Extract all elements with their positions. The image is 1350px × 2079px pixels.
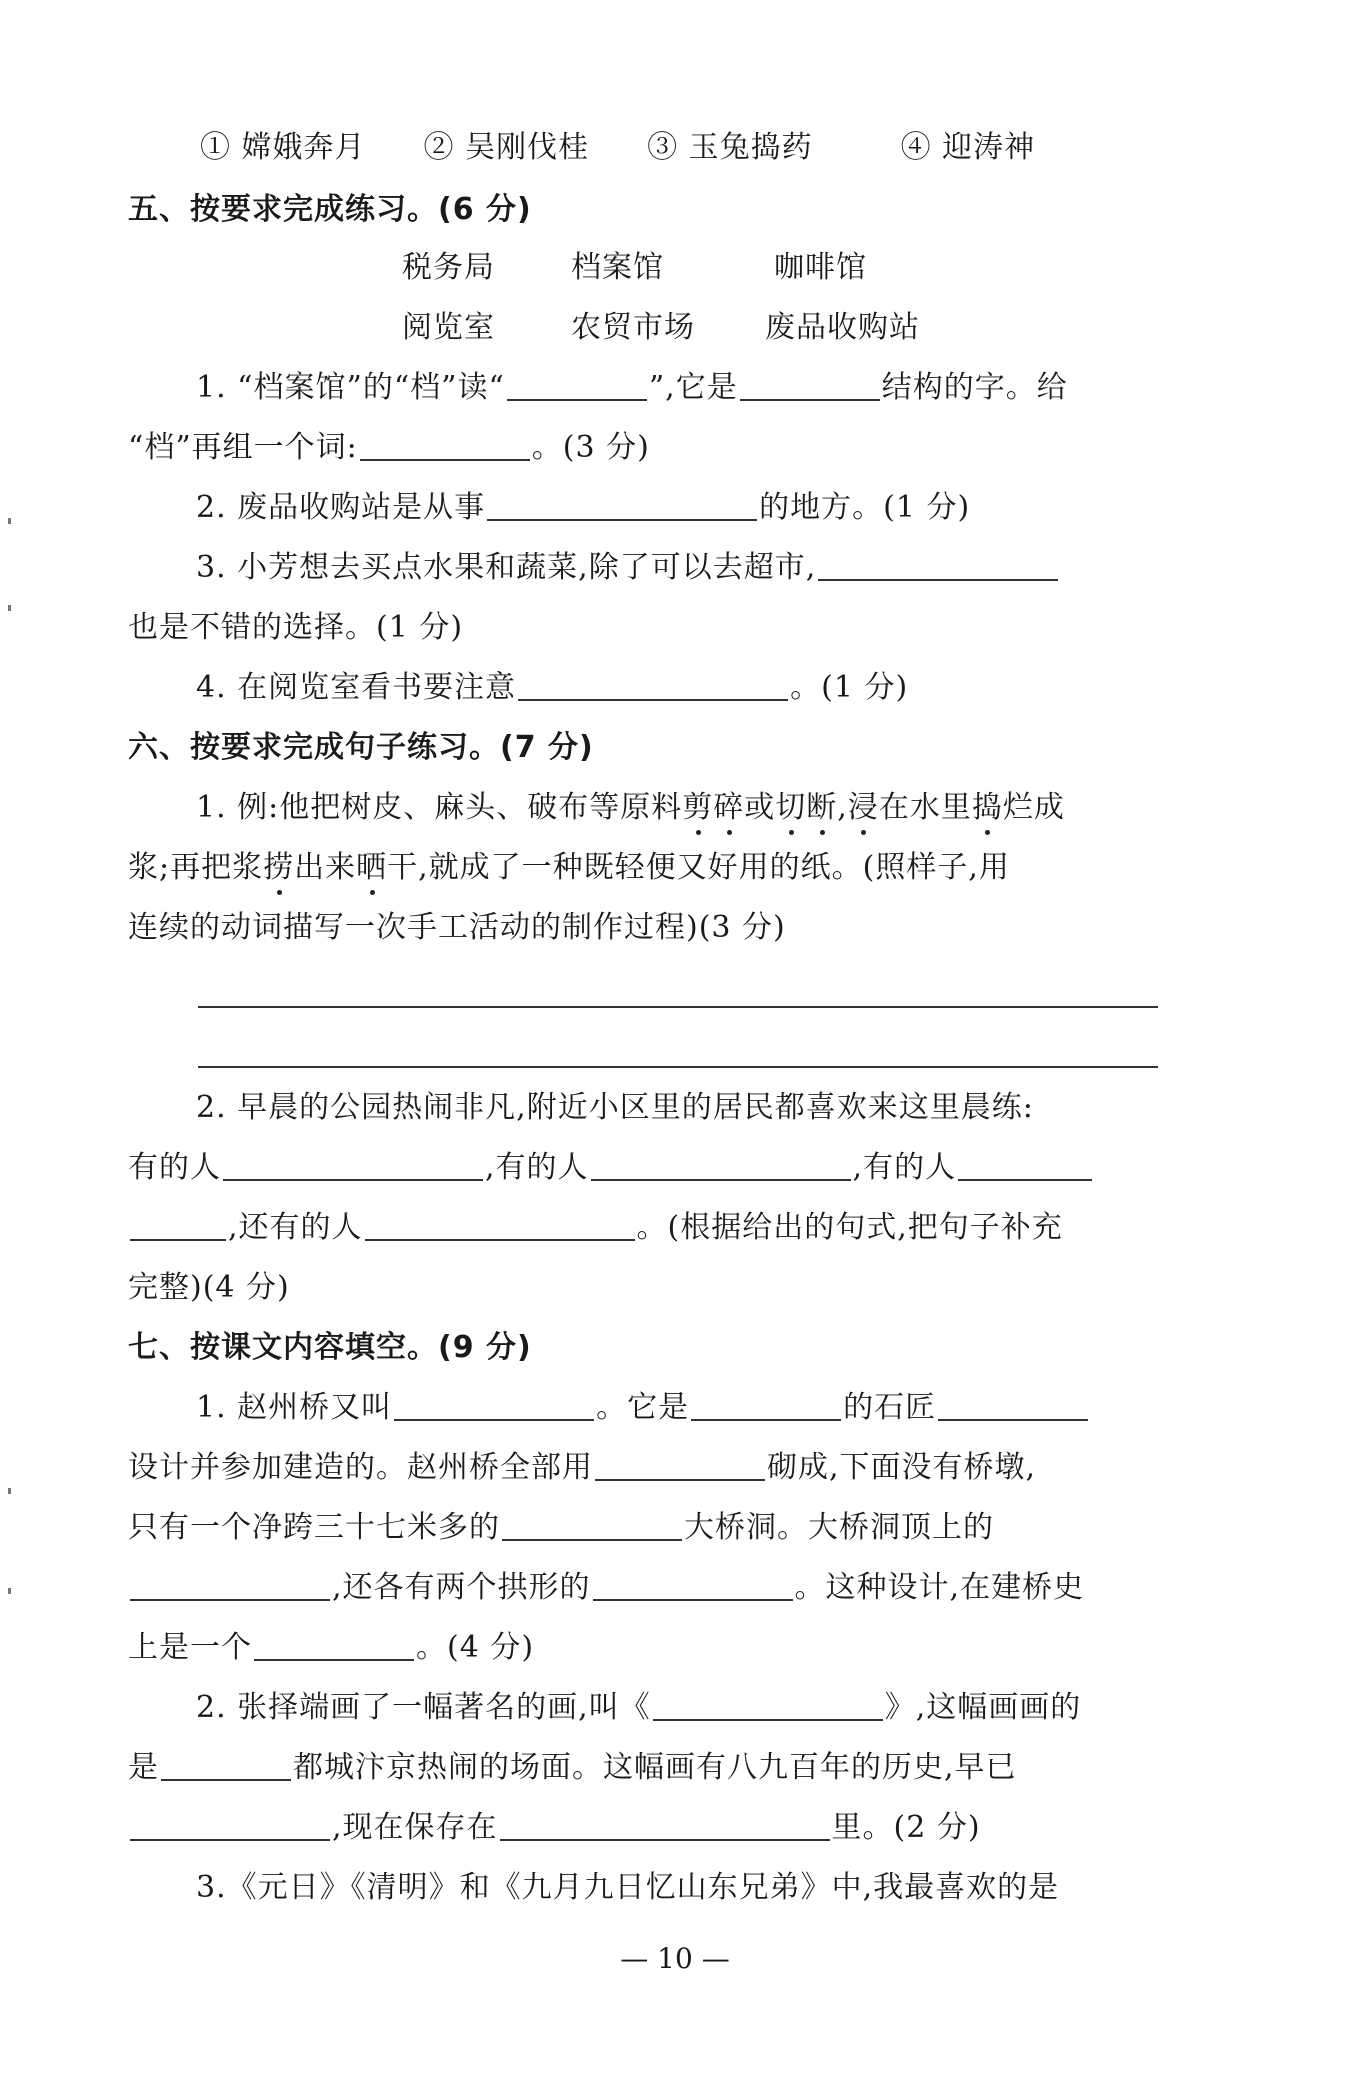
q-text: 1. 赵州桥又叫 [196,1390,393,1425]
emphasis-char: 碎 [713,790,745,825]
margin-mark [8,1488,11,1494]
q-text: 出来 [294,850,357,885]
q-text: 在水里 [878,790,972,825]
q-text: 是 [128,1750,159,1785]
q4-options-row [200,128,1230,168]
option-1: ① 嫦娥奔月 [200,130,366,165]
margin-mark [8,605,11,611]
answer-blank[interactable] [518,669,788,701]
answer-blank[interactable] [740,369,880,401]
answer-blank[interactable] [365,1209,635,1241]
q-text: 1. “档案馆”的“档”读“ [196,370,505,405]
sec5-q4 [196,668,1226,708]
sec7-q2-line2 [128,1748,1158,1788]
q-text: 的石匠 [843,1390,937,1425]
answer-blank[interactable] [502,1509,682,1541]
emphasis-char: 切 [775,790,807,825]
option-4: ④ 迎涛神 [900,130,1036,165]
q-text: 大桥洞。大桥洞顶上的 [684,1510,994,1545]
q-text: ,现在保存在 [332,1810,498,1845]
q-text: 2. 废品收购站是从事 [196,490,486,525]
q-text: 4. 在阅览室看书要注意 [196,670,517,705]
q-text: 干,就成了一种既轻便又好用的纸。(照样子,用 [387,850,1010,885]
sec5-q1-line1 [196,368,1226,408]
word-item: 税务局 [402,250,495,285]
section-6-title: 六、按要求完成句子练习。(7 分) [128,730,594,765]
answer-blank[interactable] [958,1149,1092,1181]
q-text: 。(4 分) [416,1630,535,1665]
margin-mark [8,518,11,524]
q-text: 。(3 分) [531,430,650,465]
word-item: 档案馆 [571,250,664,285]
answer-blank[interactable] [591,1149,851,1181]
page-number: — 10 — [620,1942,730,1975]
answer-blank[interactable] [130,1209,226,1241]
sec6-q2-line2 [128,1148,1158,1188]
emphasis-char: 晒 [356,850,388,885]
q-text: 或 [744,790,776,825]
q-text: 》,这幅画画的 [884,1690,1082,1725]
q-text: 有的人 [128,1150,221,1185]
q-text: 烂成 [1002,790,1065,825]
sec5-q3-line1 [196,548,1226,588]
sec7-q2-line3 [128,1808,1158,1848]
option-3: ③ 玉兔捣药 [647,130,813,165]
sec7-q1-line4 [128,1568,1158,1608]
word-item: 废品收购站 [765,310,920,345]
q-text: 里。(2 分) [831,1810,981,1845]
answer-blank[interactable] [507,369,647,401]
sec6-q1-line2 [128,848,1158,888]
sec6-q2-line4: 完整)(4 分) [128,1270,290,1305]
q-text: 。这种设计,在建桥史 [794,1570,1085,1605]
word-item: 阅览室 [402,310,495,345]
emphasis-char: 断 [806,790,838,825]
answer-blank[interactable] [595,1449,765,1481]
q-text: 结构的字。给 [881,370,1068,405]
sec6-q1-line3: 连续的动词描写一次手工活动的制作过程)(3 分) [128,910,786,945]
section-7-title: 七、按课文内容填空。(9 分) [128,1330,532,1365]
answer-blank[interactable] [938,1389,1088,1421]
answer-blank[interactable] [487,489,757,521]
option-2: ② 吴刚伐桂 [423,130,590,165]
sec7-q1-line3 [128,1508,1158,1548]
q-text: 3. 小芳想去买点水果和蔬菜,除了可以去超市, [196,550,817,585]
answer-blank[interactable] [653,1689,883,1721]
q-text: , [837,790,848,825]
section-5-title: 五、按要求完成练习。(6 分) [128,192,532,227]
q-text: 。(1 分) [790,670,909,705]
word-item: 农贸市场 [571,310,695,345]
sec7-q1-line5 [128,1628,1158,1668]
word-list-row-1 [402,248,1350,288]
emphasis-char: 捣 [971,790,1003,825]
answer-line[interactable] [198,1006,1158,1008]
word-list-row-2 [402,308,1350,348]
emphasis-char: 捞 [263,850,295,885]
q-text: 1. 例:他把树皮、麻头、破布等原料 [196,790,683,825]
sec7-q1-line1 [196,1388,1226,1428]
q-text: 的地方。(1 分) [759,490,971,525]
q-text: ,有的人 [485,1150,589,1185]
answer-line[interactable] [198,1066,1158,1068]
q-text: ,还各有两个拱形的 [332,1570,591,1605]
q-text: 都城汴京热闹的场面。这幅画有八九百年的历史,早已 [293,1750,1017,1785]
margin-mark [8,1588,11,1594]
answer-blank[interactable] [130,1809,330,1841]
answer-blank[interactable] [500,1809,830,1841]
answer-blank[interactable] [130,1569,330,1601]
sec6-q2-line1: 2. 早晨的公园热闹非凡,附近小区里的居民都喜欢来这里晨练: [196,1090,1034,1125]
q-text: 只有一个净跨三十七米多的 [128,1510,500,1545]
emphasis-char: 浸 [847,790,879,825]
q-text: ,有的人 [852,1150,957,1185]
q-text: “档”再组一个词: [128,430,358,465]
sec5-q3-line2: 也是不错的选择。(1 分) [128,610,464,645]
answer-blank[interactable] [360,429,530,461]
sec6-q1-line1 [196,788,1226,828]
sec7-q1-line2 [128,1448,1158,1488]
q-text: 2. 张择端画了一幅著名的画,叫《 [196,1690,651,1725]
sec7-q2-line1 [196,1688,1226,1728]
q-text: ,还有的人 [228,1210,363,1245]
answer-blank[interactable] [691,1389,841,1421]
q-text: 。(根据给出的句式,把句子补充 [636,1210,1063,1245]
sec5-q2 [196,488,1226,528]
q-text: 。它是 [596,1390,690,1425]
q-text: 砌成,下面没有桥墩, [767,1450,1037,1485]
answer-blank[interactable] [161,1749,291,1781]
answer-blank[interactable] [593,1569,793,1601]
answer-blank[interactable] [223,1149,483,1181]
sec5-q1-line2 [128,428,1158,468]
answer-blank[interactable] [394,1389,594,1421]
q-text: ”,它是 [648,370,738,405]
answer-blank[interactable] [254,1629,414,1661]
answer-blank[interactable] [818,549,1058,581]
q-text: 上是一个 [128,1630,252,1665]
emphasis-char: 剪 [682,790,714,825]
q-text: 设计并参加建造的。赵州桥全部用 [128,1450,593,1485]
sec7-q3-line1: 3.《元日》《清明》和《九月九日忆山东兄弟》中,我最喜欢的是 [196,1870,1060,1905]
sec6-q2-line3 [128,1208,1158,1248]
word-item: 咖啡馆 [774,250,867,285]
q-text: 浆;再把浆 [128,850,264,885]
